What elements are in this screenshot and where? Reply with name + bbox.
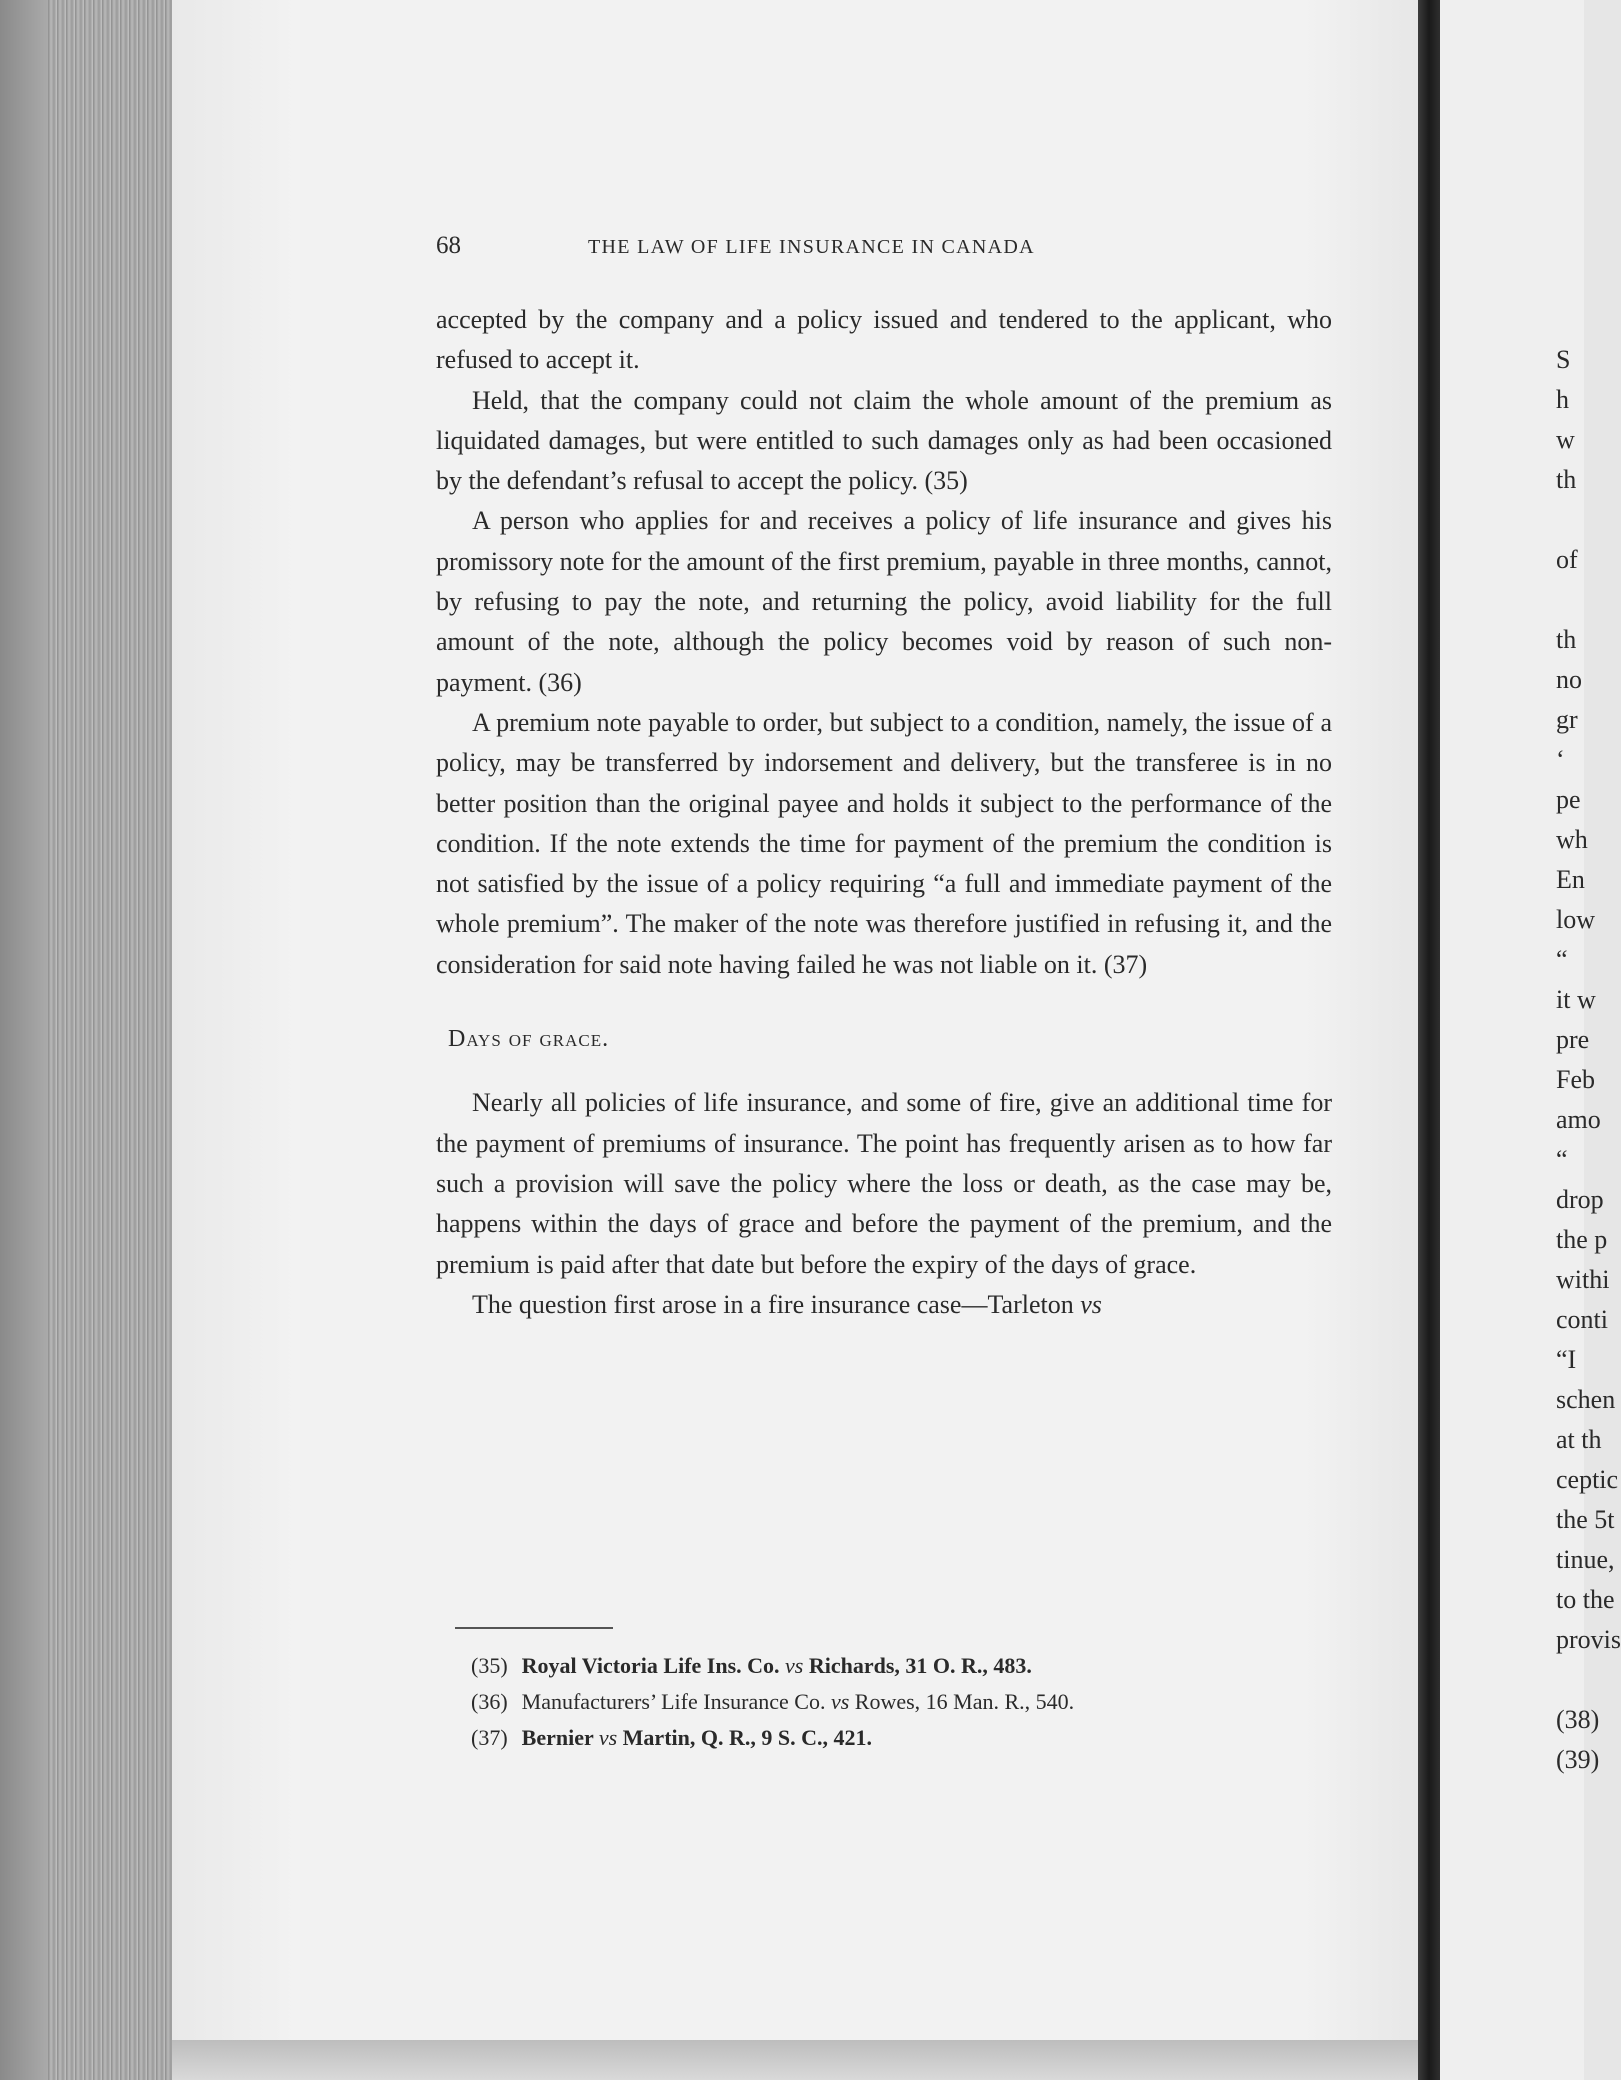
- page-bottom-shadow: [172, 2040, 1422, 2080]
- book-gutter: [1418, 0, 1440, 2080]
- facing-page-line: the 5t: [1556, 1505, 1615, 1534]
- facing-page-line: S: [1556, 345, 1571, 374]
- facing-page-line: drop: [1556, 1185, 1604, 1214]
- book-page-edges: [48, 0, 178, 2080]
- facing-page-line: ceptic: [1556, 1465, 1619, 1494]
- facing-page-line: low: [1556, 905, 1595, 934]
- italic-vs: vs: [1080, 1289, 1102, 1319]
- footnote-text: Rowes, 16 Man. R., 540.: [849, 1689, 1075, 1714]
- facing-page-line: [1556, 500, 1596, 540]
- paragraph: [436, 1285, 1332, 1325]
- facing-page-line: Feb: [1556, 1065, 1595, 1094]
- facing-page-line: tinue,: [1556, 1545, 1615, 1574]
- paragraph-text: The question first arose in a fire insurance case—Tarleton: [472, 1289, 1081, 1319]
- facing-page-line: conti: [1556, 1305, 1608, 1334]
- paragraph: A person who applies for and receives a policy of life insurance and gives his promissory note for the amount of the first premium, payable in three months, cannot, by refusing to pay the note, and returning the policy, avoid liability for the full amount of the note, although the policy becomes void by reason of such non-payment. (36): [436, 506, 1332, 697]
- footnote-number: (36): [471, 1689, 508, 1714]
- facing-page-line: schen: [1556, 1385, 1616, 1414]
- facing-page-line: the p: [1556, 1225, 1608, 1254]
- running-head: THE LAW OF LIFE INSURANCE IN CANADA: [588, 236, 1035, 258]
- facing-page-text: [1556, 340, 1621, 1780]
- facing-page-line: th: [1556, 625, 1577, 654]
- footnote-text: Royal Victoria Life Ins. Co.: [521, 1653, 786, 1678]
- footnote-text: Bernier: [521, 1725, 599, 1750]
- paragraph: accepted by the company and a policy issued and tendered to the applicant, who refused to accept it.: [436, 305, 1332, 375]
- facing-page-line: no: [1556, 665, 1582, 694]
- facing-page-line: withi: [1556, 1265, 1610, 1294]
- facing-page-line: En: [1556, 865, 1585, 894]
- facing-page-line: gr: [1556, 705, 1578, 734]
- footnote-35: [441, 1648, 1341, 1684]
- facing-page-line: ‘: [1556, 745, 1565, 774]
- body-text: [436, 300, 1332, 1325]
- facing-page-line: it w: [1556, 985, 1596, 1014]
- page-header: [436, 232, 1336, 262]
- facing-page-line: pe: [1556, 785, 1581, 814]
- page-number: 68: [436, 232, 461, 259]
- facing-page-line: th: [1556, 465, 1577, 494]
- italic-vs: vs: [598, 1725, 618, 1750]
- facing-page-line: amo: [1556, 1105, 1601, 1134]
- section-heading: Days of grace.: [448, 1026, 610, 1053]
- facing-page-line: (38): [1556, 1705, 1600, 1734]
- facing-page-line: “: [1556, 1145, 1568, 1174]
- facing-page-line: “I: [1556, 1345, 1577, 1374]
- facing-page-line: pre: [1556, 1025, 1590, 1054]
- facing-page-line: [1556, 1660, 1596, 1700]
- footnotes: [441, 1648, 1341, 1756]
- footnote-rule: [455, 1627, 613, 1629]
- facing-page-line: at th: [1556, 1425, 1602, 1454]
- facing-page-line: (39): [1556, 1745, 1600, 1774]
- facing-page-line: wh: [1556, 825, 1588, 854]
- paragraph: Held, that the company could not claim the whole amount of the premium as liquidated damages, but were entitled to such damages only as had been occasioned by the defendant’s refusal to accept the policy. (35): [436, 385, 1332, 496]
- facing-page-line: [1556, 580, 1596, 620]
- facing-page-line: “: [1556, 945, 1568, 974]
- book-edge-shadow: [0, 0, 48, 2080]
- facing-page-line: of: [1556, 545, 1578, 574]
- footnote-number: (37): [471, 1725, 508, 1750]
- facing-page-line: w: [1556, 425, 1575, 454]
- footnote-text: Richards, 31 O. R., 483.: [803, 1653, 1032, 1678]
- paragraph: A premium note payable to order, but subject to a condition, namely, the issue of a policy, may be transferred by indorsement and delivery, but the transferee is in no better position than the original payee and holds it subject to the performance of the condition. If the note extends the time for payment of the premium the condition is not satisfied by the issue of a policy requiring “a full and immediate payment of the whole premium”. The maker of the note was therefore justified in refusing it, and the consideration for said note having failed he was not liable on it. (37): [436, 707, 1332, 979]
- facing-page-line: h: [1556, 385, 1569, 414]
- footnote-text: Martin, Q. R., 9 S. C., 421.: [617, 1725, 872, 1750]
- facing-page-line: provis: [1556, 1625, 1621, 1654]
- footnote-37: [441, 1720, 1341, 1756]
- paragraph: Nearly all policies of life insurance, and some of fire, give an additional time for the payment of premiums of insurance. The point has frequently arisen as to how far such a provision will save the policy where the loss or death, as the case may be, happens within the days of grace and before the payment of the premium, and the premium is paid after that date but before the expiry of the days of grace.: [436, 1088, 1332, 1279]
- footnote-36: [441, 1684, 1341, 1720]
- italic-vs: vs: [785, 1653, 804, 1678]
- facing-page-line: to the: [1556, 1585, 1615, 1614]
- footnote-number: (35): [471, 1653, 508, 1678]
- footnote-text: Manufacturers’ Life Insurance Co.: [521, 1689, 831, 1714]
- italic-vs: vs: [830, 1689, 850, 1714]
